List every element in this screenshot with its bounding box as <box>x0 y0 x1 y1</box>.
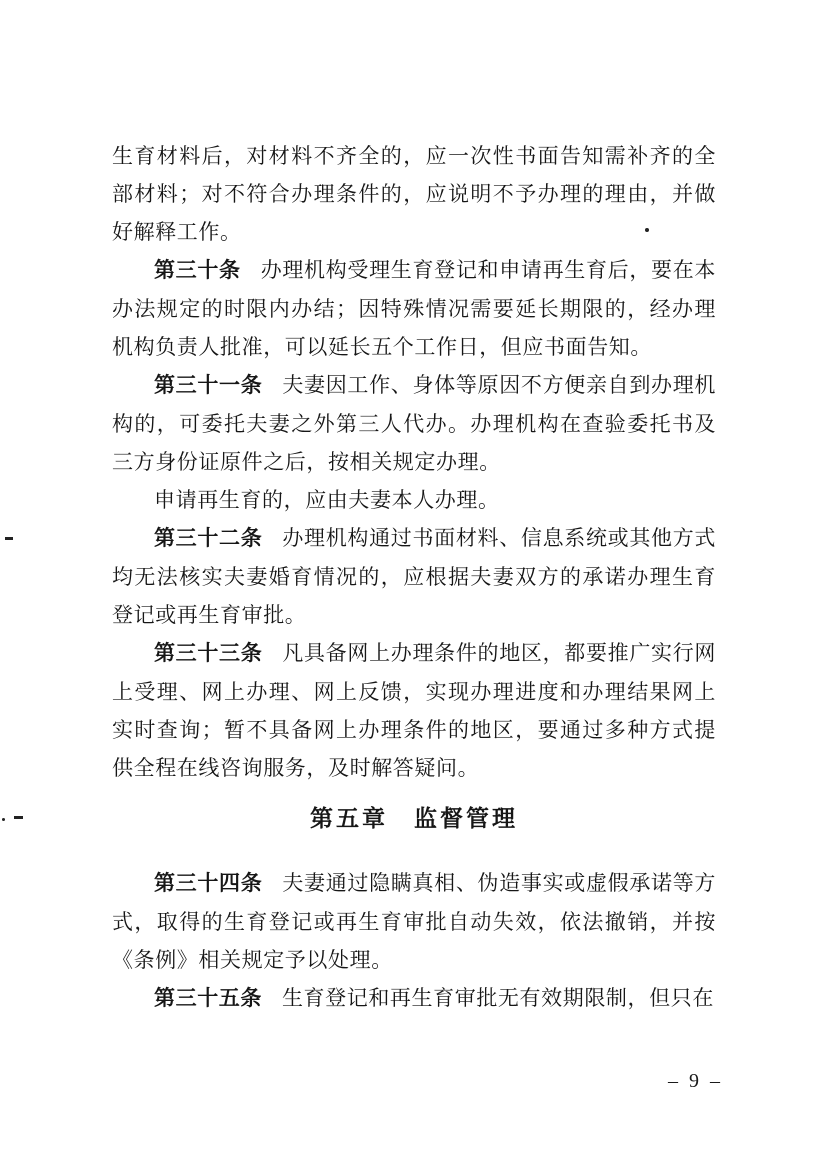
paragraph-continuation <box>112 137 716 251</box>
paragraph-text: 夫妻通过隐瞒真相、伪造事实或虚假承诺等方式，取得的生育登记或再生育审批自动失效，依法撤销，并按《条例》相关规定予以处理。 <box>112 871 717 972</box>
paragraph-text: 生育登记和再生育审批无有效期限制，但只在 <box>281 986 714 1010</box>
article-term: 第三十三条 <box>154 642 263 665</box>
document-body <box>112 137 716 1018</box>
scan-artifact-dot <box>2 818 5 821</box>
scan-artifact-dash <box>14 816 23 819</box>
scan-artifact-dot <box>645 228 649 232</box>
article-term: 第三十五条 <box>154 987 262 1010</box>
paragraph-text: 夫妻因工作、身体等原因不方便亲自到办理机构的，可委托夫妻之外第三人代办。办理机构在查验委托书及三方身份证原件之后，按相关规定办理。 <box>112 373 717 474</box>
article-term: 第三十条 <box>154 259 241 282</box>
paragraph-article-31 <box>112 366 716 481</box>
paragraph-text: 办理机构受理生育登记和申请再生育后，要在本办法规定的时限内办结；因特殊情况需要延长期限的，经办理机构负责人批准，可以延长五个工作日，但应书面告知。 <box>112 258 716 359</box>
chapter-heading: 第五章 监督管理 <box>310 805 518 831</box>
article-term: 第三十四条 <box>154 872 263 895</box>
paragraph-article-30 <box>112 251 716 366</box>
paragraph-text: 申请再生育的，应由夫妻本人办理。 <box>154 488 500 512</box>
article-term: 第三十一条 <box>154 374 263 397</box>
paragraph-article-32 <box>112 519 716 634</box>
page-number: – 9 – <box>668 1070 723 1092</box>
scan-artifact-dash <box>5 537 13 540</box>
paragraph-article-31-sub <box>112 481 716 519</box>
paragraph-text: 办理机构通过书面材料、信息系统或其他方式均无法核实夫妻婚育情况的，应根据夫妻双方的承诺办理生育登记或再生育审批。 <box>112 526 717 627</box>
paragraph-article-34 <box>112 864 716 979</box>
paragraph-article-35 <box>112 979 716 1018</box>
article-term: 第三十二条 <box>154 527 263 550</box>
paragraph-article-33 <box>112 634 716 787</box>
paragraph-text: 凡具备网上办理条件的地区，都要推广实行网上受理、网上办理、网上反馈，实现办理进度和办理结果网上实时查询；暂不具备网上办理条件的地区，要通过多种方式提供全程在线咨询服务，及时解答疑问。 <box>112 641 717 780</box>
paragraph-text: 生育材料后，对材料不齐全的，应一次性书面告知需补齐的全部材料；对不符合办理条件的，应说明不予办理的理由，并做好解释工作。 <box>112 144 716 244</box>
